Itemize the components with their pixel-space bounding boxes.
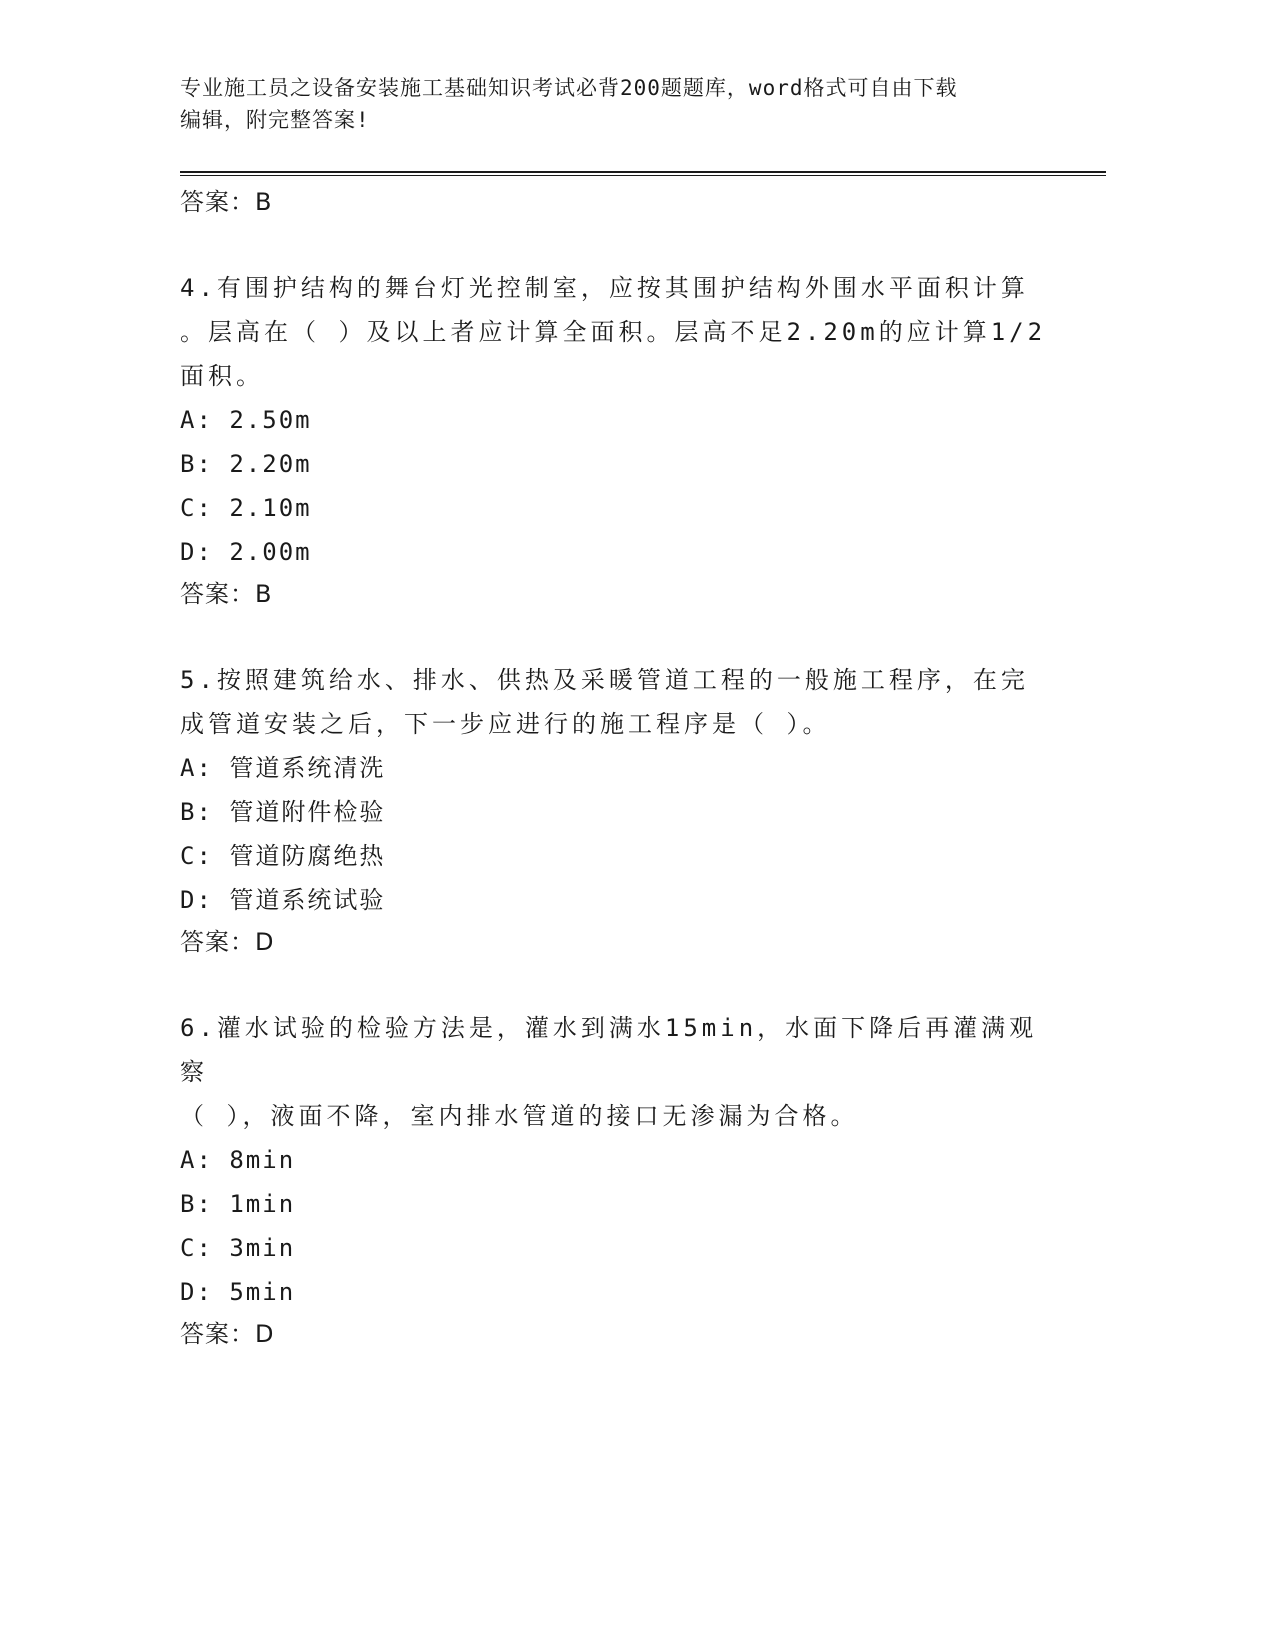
option-c: C: 3min [180, 1234, 296, 1262]
question-6-stem [180, 1006, 1060, 1138]
option-d: D: 5min [180, 1278, 296, 1306]
document-header [180, 72, 1040, 136]
question-stem-line: 5.按照建筑给水、排水、供热及采暖管道工程的一般施工程序，在完 [180, 666, 1029, 694]
option-b: B: 管道附件检验 [180, 798, 386, 826]
option-d: D: 2.00m [180, 538, 312, 566]
document-body [180, 182, 1060, 1398]
option-a: A: 2.50m [180, 406, 312, 434]
question-stem-line: （ ），液面不降，室内排水管道的接口无渗漏为合格。 [180, 1102, 859, 1130]
question-6 [180, 1006, 1060, 1354]
answer-question-5: 答案：D [180, 928, 275, 956]
question-4 [180, 266, 1060, 614]
question-stem-line: 成管道安装之后，下一步应进行的施工程序是（ ）。 [180, 710, 831, 738]
option-b: B: 1min [180, 1190, 296, 1218]
answer-question-4: 答案：B [180, 580, 273, 608]
question-5-stem [180, 658, 1060, 746]
option-c: C: 管道防腐绝热 [180, 842, 386, 870]
header-divider-thick [180, 171, 1106, 173]
answer-question-6: 答案：D [180, 1320, 275, 1348]
question-4-stem [180, 266, 1060, 398]
question-stem-line: 4.有围护结构的舞台灯光控制室，应按其围护结构外围水平面积计算 [180, 274, 1029, 302]
question-stem-line: 。层高在（ ）及以上者应计算全面积。层高不足2.20m的应计算1/2 [180, 318, 1047, 346]
answer-previous-question: 答案：B [180, 188, 273, 216]
option-b: B: 2.20m [180, 450, 312, 478]
header-title-line-2: 编辑，附完整答案! [180, 108, 370, 132]
question-stem-line: 面积。 [180, 362, 264, 390]
header-title-line-1: 专业施工员之设备安装施工基础知识考试必背200题题库，word格式可自由下载 [180, 76, 958, 100]
option-a: A: 8min [180, 1146, 296, 1174]
question-stem-line: 6.灌水试验的检验方法是，灌水到满水15min，水面下降后再灌满观察 [180, 1014, 1038, 1086]
option-c: C: 2.10m [180, 494, 312, 522]
question-5 [180, 658, 1060, 962]
header-divider-thin [180, 175, 1106, 176]
option-d: D: 管道系统试验 [180, 886, 386, 914]
option-a: A: 管道系统清洗 [180, 754, 386, 782]
